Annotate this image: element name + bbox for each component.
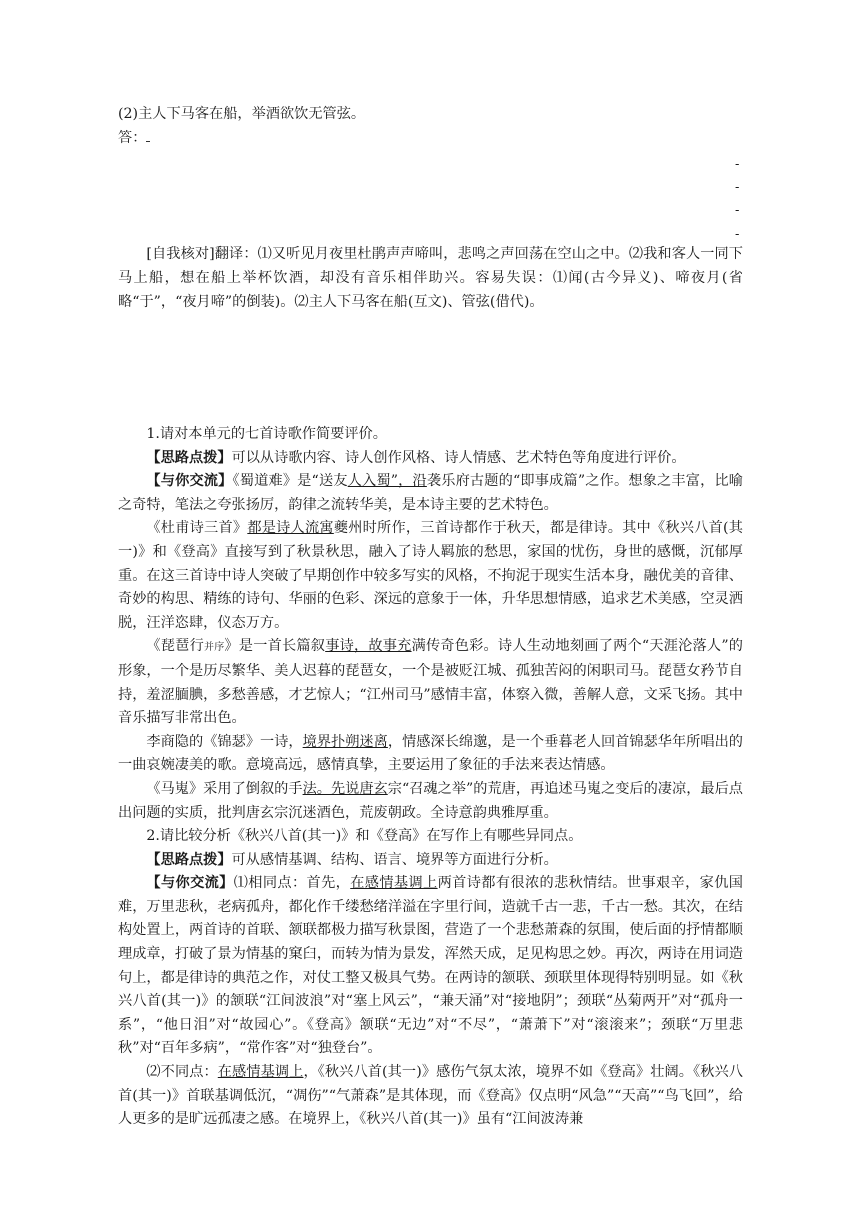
text-run: 《马嵬》采用了倒叙的手	[146, 780, 303, 797]
q1-hint	[118, 447, 743, 471]
question-2-line: (2)主人下马客在船，举酒欲饮无管弦。	[118, 106, 366, 122]
q1-dufu-paragraph	[118, 517, 743, 635]
main-content	[118, 423, 743, 1132]
hint-label: 【思路点拨】	[146, 449, 232, 466]
text-run: 《琵琶行	[146, 638, 204, 655]
text-run: 《蜀道难》是“送友	[232, 473, 348, 490]
hint-label: 【思路点拨】	[146, 851, 232, 868]
question-1-title: 1.请对本单元的七首诗歌作简要评价。	[146, 426, 387, 442]
self-check-paragraph: [自我核对]翻译：⑴又听见月夜里杜鹃声声啼叫，悲鸣之声回荡在空山之中。⑵我和客人一同下马上船，想在船上举杯饮酒，却没有音乐相伴助兴。容易失误：⑴闻(古今异义)、啼夜月(省略“于”，“夜月啼”的倒装)。⑵主人下马客在船(互文)、管弦(借代)。	[118, 246, 743, 310]
dash-mark: -	[735, 203, 740, 219]
self-check-block	[118, 242, 743, 314]
answer-blank[interactable]	[146, 127, 150, 142]
text-run: ，《秋兴八首(其一)》感伤气氛太浓，境界不如《登高》壮阔。《秋兴八首(其一)》首联基调低沉，“凋伤”“气萧森”是其体现，而《登高》仅点明“风急”“天高”“鸟飞回”，给人更多的是旷远孤凄之感。在境界上，《秋兴八首(其一)》虽有“江间波涛兼	[118, 1064, 743, 1128]
underlined-text: 在感情基调上	[217, 1064, 304, 1081]
hint-text: 可从感情基调、结构、语言、境界等方面进行分析。	[231, 851, 558, 868]
text-run: 》是一首长篇叙	[224, 638, 326, 655]
q1-pipa-paragraph	[118, 635, 743, 730]
text-run: 宗“召魂之举”的荒唐，再追述马嵬之变后的凄凉，最后点出问题的实质，批判唐玄宗沉迷酒色，荒废朝政。全诗意韵典雅厚重。	[118, 780, 743, 821]
text-run: ⑵不同点：	[146, 1064, 218, 1081]
dash-column	[735, 153, 739, 246]
q2-same-paragraph	[118, 872, 743, 1061]
underlined-text: 事诗，故事充	[325, 638, 412, 655]
underlined-text: 都是诗人流寓	[247, 520, 334, 537]
talk-label: 【与你交流】	[146, 875, 234, 892]
dash-mark: -	[735, 180, 740, 196]
text-run: 李商隐的《锦瑟》一诗，	[146, 733, 303, 750]
talk-label: 【与你交流】	[146, 473, 233, 490]
q2-hint	[118, 849, 743, 873]
q1-talk-shudao	[118, 470, 743, 517]
underlined-text: 人入蜀”，沿	[347, 473, 427, 490]
q2-diff-paragraph	[118, 1061, 743, 1132]
underlined-text: 法。先说唐玄	[302, 780, 388, 797]
small-text: 并序	[203, 642, 225, 654]
q1-mawei-paragraph	[118, 778, 743, 825]
answer-label: 答：	[118, 130, 147, 146]
underlined-text: 境界扑朔迷离	[302, 733, 388, 750]
text-run: 夔州时所作，三首诗都作于秋天，都是律诗。其中《秋兴八首(其一)》和《登高》直接写到了秋景秋思，融入了诗人羁旅的愁思，家国的忧伤，身世的感慨，沉郁厚重。在这三首诗中诗人突破了早期创作中较多写实的风格，不拘泥于现实生活本身，融优美的音律、奇妙的构思、精练的诗句、华丽的色彩、深远的意象于一体，升华思想情感，追求艺术美感，空灵洒脱，汪洋恣肆，仪态万方。	[118, 520, 743, 631]
dash-mark: -	[735, 226, 740, 242]
text-run: ⑴相同点：首先，	[233, 875, 351, 892]
text-run: ，情感深长绵邈，是一个垂暮老人回首锦瑟华年所唱出的一曲哀婉凄美的歌。意境高远，感情真挚，主要运用了象征的手法来表达情感。	[118, 733, 743, 774]
text-run: 两首诗都有很浓的悲秋情结。世事艰辛，家仇国难，万里悲秋，老病孤舟，都化作千缕愁绪洋溢在字里行间，造就千古一悲，千古一愁。其次，在结构处置上，两首诗的首联、颔联都极力描写秋景图，营造了一个悲愁萧森的氛围，使后面的抒情都顺理成章，打破了景为情基的窠臼，而转为情为景发，浑然天成，足见构思之妙。再次，两诗在用词造句上，都是律诗的典范之作，对仗工整又极具气势。在两诗的颔联、颈联里体现得特别明显。如《秋兴八首(其一)》的颔联“江间波浪”对“塞上风云”，“兼天涌”对“接地阴”；颈联“丛菊两开”对“孤舟一系”，“他日泪”对“故园心”。《登高》颔联“无边”对“不尽”，“萧萧下”对“滚滚来”；颈联“万里悲秋”对“百年多病”，“常作客”对“独登台”。	[118, 875, 743, 1057]
text-run: 满传奇色彩。诗人生动地刻画了两个“天涯沦落人”的形象，一个是历尽繁华、美人迟暮的琵琶女，一个是被贬江城、孤独苦闷的闲职司马。琵琶女矜节自持，羞涩腼腆，多愁善感，才艺惊人；“江州司马”感情丰富，体察入微，善解人意，文采飞扬。其中音乐描写非常出色。	[118, 638, 743, 727]
text-run: 《杜甫诗三首》	[146, 520, 248, 537]
q1-jinse-paragraph	[118, 731, 743, 778]
underlined-text: 在感情基调上	[350, 875, 438, 892]
answer-line	[118, 127, 150, 151]
question-2-title: 2.请比较分析《秋兴八首(其一)》和《登高》在写作上有哪些异同点。	[146, 828, 583, 845]
dash-mark: -	[735, 157, 740, 172]
hint-text: 可以从诗歌内容、诗人创作风格、诗人情感、艺术特色等角度进行评价。	[231, 449, 686, 466]
text-run: 袭乐府古题的“即事成篇”之作。想象之丰富，比喻之奇特，笔法之夸张扬厉，韵律之流转华美，是本诗主要的艺术特色。	[118, 473, 743, 513]
